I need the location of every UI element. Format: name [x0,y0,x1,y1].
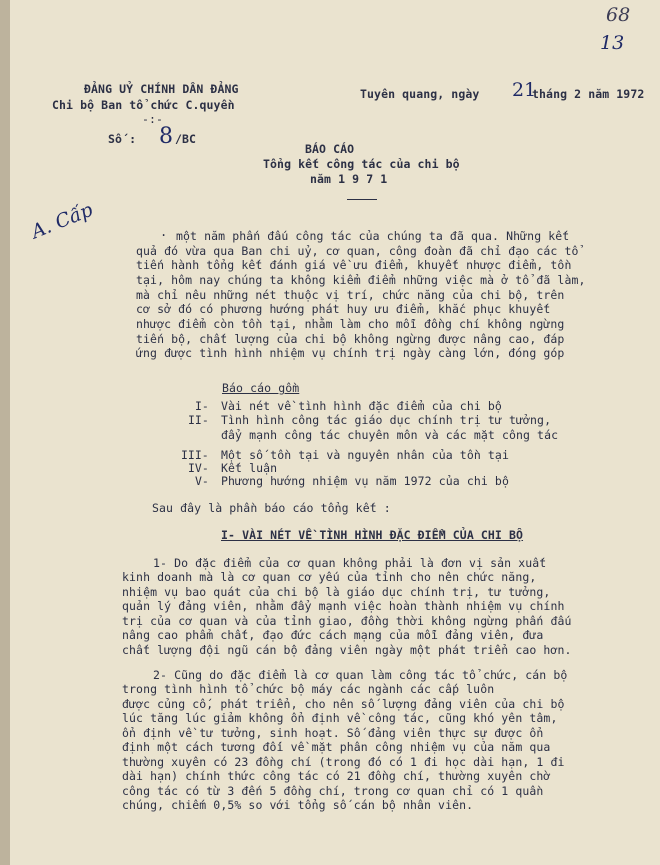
intro-line: tại, hôm nay chúng ta không kiểm điểm những việc mà ở tổ đã làm, [136,273,586,287]
paragraph-line: kinh doanh mà là cơ quan cơ yếu của tỉnh cho nên chức năng, [122,570,537,584]
paragraph-line: được củng cố, phát triển, cho nên số lượng đảng viên của chi bộ [122,697,565,711]
report-transition: Sau đây là phần báo cáo tổng kết : [152,501,391,515]
intro-line: cơ sở đó có phương hướng phát huy ưu điểm, khắc phục khuyết [136,302,551,316]
issuing-branch: Chi bộ Ban tổ chức C.quyền [52,98,235,112]
paragraph-line: công tác có từ 3 đến 5 đồng chí, trong cơ quan chỉ có 1 quần [122,784,544,798]
document-number-suffix: /BC [175,132,197,146]
place-and-date-start: Tuyên quang, ngày [360,87,480,101]
paragraph-line: định một cách tương đối về mặt phân công nhiệm vụ của năm qua [122,740,551,754]
paragraph-line: trong tình hình tổ chức bộ máy các ngành các cấp luôn [122,682,495,696]
outline-item: Kết luận [221,461,278,475]
section-heading: I- VÀI NÉT VỀ TÌNH HÌNH ĐẶC ĐIỂM CỦA CHI BỘ [221,528,524,542]
paragraph-line: nâng cao phẩm chất, đạo đức cách mạng của mỗi đảng viên, đưa [122,628,544,642]
paragraph-line: quản lý đảng viên, nhằm đẩy mạnh việc hoàn thành nhiệm vụ chính [122,599,565,613]
title-underline [347,199,377,200]
intro-line: mà chỉ nêu những nét thuộc vị trí, chức năng của chi bộ, trên [136,288,565,302]
outline-item: Một số tồn tại và nguyên nhân của tồn tại [221,448,509,462]
report-subtitle: Tổng kết công tác của chi bộ [263,157,460,171]
report-year: năm 1 9 7 1 [310,172,388,186]
issuing-party-committee: ĐẢNG UỶ CHÍNH DÂN ĐẢNG [84,82,239,96]
document-number-label: Số : [108,132,137,146]
page-edge [0,0,10,865]
outline-heading: Báo cáo gồm [222,381,300,395]
paragraph-line: dài hạn) chính thức công tác có 21 đồng chí, thường xuyên chờ [122,769,551,783]
outline-numeral: IV- [188,461,209,475]
outline-item: Vài nét về tình hình đặc điểm của chi bộ [221,399,502,413]
handwritten-margin-note: A. Cấp [28,198,96,244]
report-title: BÁO CÁO [305,142,355,156]
place-and-date-end: tháng 2 năm 1972 [532,87,645,101]
paragraph-line: trị của cơ quan và của tỉnh giao, đồng thời không ngừng phấn đấu [122,614,572,628]
handwritten-sheet-number: 13 [600,32,625,54]
outline-numeral: V- [195,474,209,488]
outline-item: Tình hình công tác giáo dục chính trị tư tưởng, [221,413,552,427]
document-number-handwritten: 8 [159,124,173,149]
bullet-dot: . [160,225,168,239]
paragraph-line: chất lượng đội ngũ cán bộ đảng viên ngày một phát triển cao hơn. [122,643,572,657]
outline-numeral: III- [181,448,209,462]
outline-numeral: II- [188,413,209,427]
paragraph-line: chúng, chiếm 0,5% so với tổng số cán bộ nhân viên. [122,798,474,812]
intro-line: tiến hành tổng kết đánh giá về ưu điểm, khuyết nhược điểm, tồn [136,258,572,272]
intro-line: một năm phấn đấu công tác của chúng ta đã qua. Những kết [176,229,570,243]
handwritten-page-number: 68 [606,4,631,26]
date-day-handwritten: 21 [512,79,537,101]
intro-line: tiến bộ, chất lượng của chi bộ không ngừng được nâng cao, đáp [136,332,565,346]
outline-item-continuation: đẩy mạnh công tác chuyên môn và các mặt công tác [221,428,559,442]
paragraph-line: 1- Do đặc điểm của cơ quan không phải là đơn vị sản xuất [153,556,547,570]
header-separator: -:- [142,112,164,126]
intro-line: quả đó vừa qua Ban chi uỷ, cơ quan, công đoàn đã chỉ đạo các tổ [136,244,579,258]
paragraph-line: nhiệm vụ bao quát của chi bộ là giáo dục chính trị, tư tưởng, [122,585,551,599]
outline-numeral: I- [195,399,209,413]
paragraph-line: 2- Cũng do đặc điểm là cơ quan làm công tác tổ chức, cán bộ [153,668,568,682]
intro-line: nhược điểm còn tồn tại, nhằm làm cho mỗi đồng chí không ngừng [136,317,565,331]
paragraph-line: lúc tăng lúc giảm không ổn định về công tác, cũng khó yên tâm, [122,711,558,725]
outline-item: Phương hướng nhiệm vụ năm 1972 của chi bộ [221,474,509,488]
intro-line: ứng được tình hình nhiệm vụ chính trị ngày càng lớn, đóng góp [136,346,565,360]
paragraph-line: ổn định về tư tưởng, sinh hoạt. Số đảng viên thực sự được ổn [122,726,544,740]
paragraph-line: thường xuyên có 23 đồng chí (trong đó có 1 đi học dài hạn, 1 đi [122,755,565,769]
